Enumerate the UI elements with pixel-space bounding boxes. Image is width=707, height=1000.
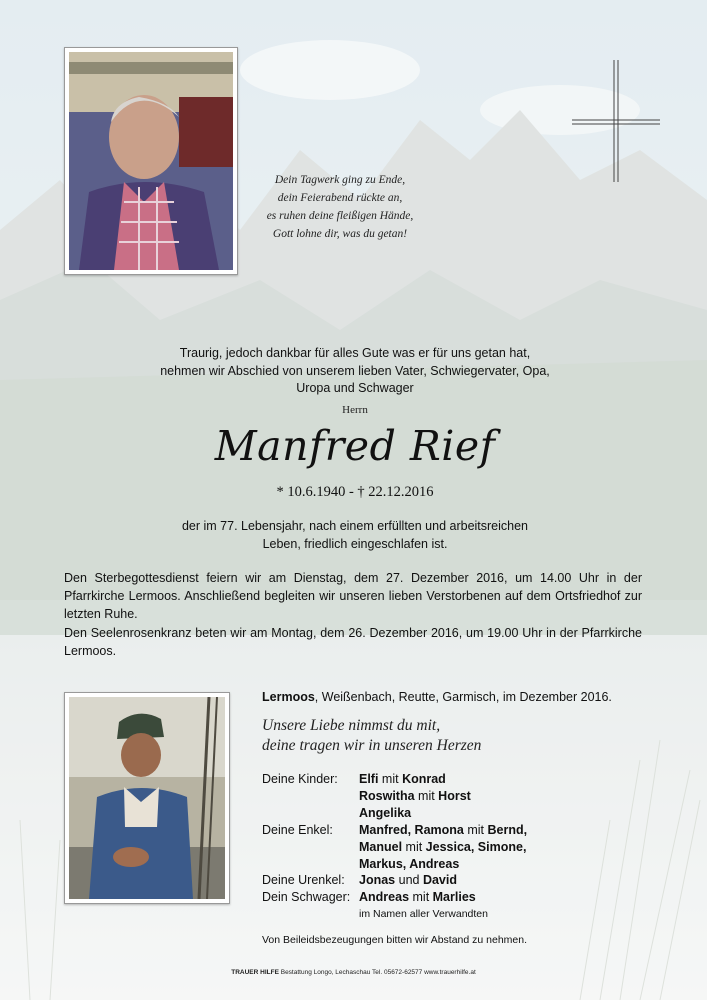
after-name-line: der im 77. Lebensjahr, nach einem erfüllten und arbeitsreichen xyxy=(181,519,529,533)
intro-line: Uropa und Schwager xyxy=(296,381,414,395)
portrait-photo-bottom xyxy=(64,692,230,904)
after-name-line: Leben, friedlich eingeschlafen ist. xyxy=(262,537,448,551)
motto-line: deine tragen wir in unseren Herzen xyxy=(262,737,482,754)
place-rest: , Weißenbach, Reutte, Garmisch, im Dezember 2016. xyxy=(314,690,612,704)
brother-in-law-label: Dein Schwager: xyxy=(262,890,351,904)
rosary-text: Den Seelenrosenkranz beten wir am Montag, dem 26. Dezember 2016, um 19.00 Uhr in der Pfarrkirche Lermoos. xyxy=(64,626,642,658)
intro-text xyxy=(110,345,600,398)
great-grandchildren-entry: Jonas und David xyxy=(359,873,457,887)
salutation: Herrn xyxy=(342,404,368,416)
poem-line: Gott lohne dir, was du getan! xyxy=(272,228,408,240)
place-date-line xyxy=(262,690,612,704)
poem xyxy=(200,171,480,243)
grandchildren-entry: Manuel mit Jessica, Simone, xyxy=(359,840,527,854)
poem-line: dein Feierabend rückte an, xyxy=(277,192,403,204)
intro-line: nehmen wir Abschied von unserem lieben Vater, Schwiegervater, Opa, xyxy=(160,363,550,378)
poem-line: Dein Tagwerk ging zu Ende, xyxy=(274,174,406,186)
footer-brand: TRAUER HILFE xyxy=(231,969,279,976)
after-name-text xyxy=(130,517,580,553)
footer-credit xyxy=(140,969,567,976)
place-town: Lermoos xyxy=(262,690,315,704)
children-entry: Angelika xyxy=(359,806,412,820)
intro-line: Traurig, jedoch dankbar für alles Gute was er für uns getan hat, xyxy=(179,346,531,360)
cross-icon xyxy=(570,58,662,184)
grandchildren-entry: Markus, Andreas xyxy=(359,857,460,871)
great-grandchildren-label: Deine Urenkel: xyxy=(262,873,345,887)
condolence-request: Von Beileidsbezeugungen bitten wir Abstand zu nehmen. xyxy=(262,934,528,946)
grandchildren-label: Deine Enkel: xyxy=(262,823,333,837)
deceased-name: Manfred Rief xyxy=(214,422,496,470)
children-entry: Roswitha mit Horst xyxy=(359,789,471,803)
children-label: Deine Kinder: xyxy=(262,772,338,786)
children-entry: Elfi mit Konrad xyxy=(359,772,446,786)
brother-in-law-entry: Andreas mit Marlies xyxy=(359,890,476,904)
relatives-note: im Namen aller Verwandten xyxy=(359,908,488,920)
life-dates: * 10.6.1940 - † 22.12.2016 xyxy=(276,484,434,500)
motto-line: Unsere Liebe nimmst du mit, xyxy=(262,717,441,734)
motto xyxy=(262,716,592,756)
funeral-service-text: Den Sterbegottesdienst feiern wir am Dienstag, dem 27. Dezember 2016, um 14.00 Uhr in der Pfarrkirche Lermoos. Anschließend begleiten wir unseren lieben Verstorbenen auf dem Ortsfriedhof zur letzten Ruhe. xyxy=(64,571,642,621)
grandchildren-entry: Manfred, Ramona mit Bernd, xyxy=(359,823,528,837)
footer-text: Bestattung Longo, Lechaschau Tel. 05672-62577 www.trauerhilfe.at xyxy=(278,969,476,976)
poem-line: es ruhen deine fleißigen Hände, xyxy=(266,210,414,222)
